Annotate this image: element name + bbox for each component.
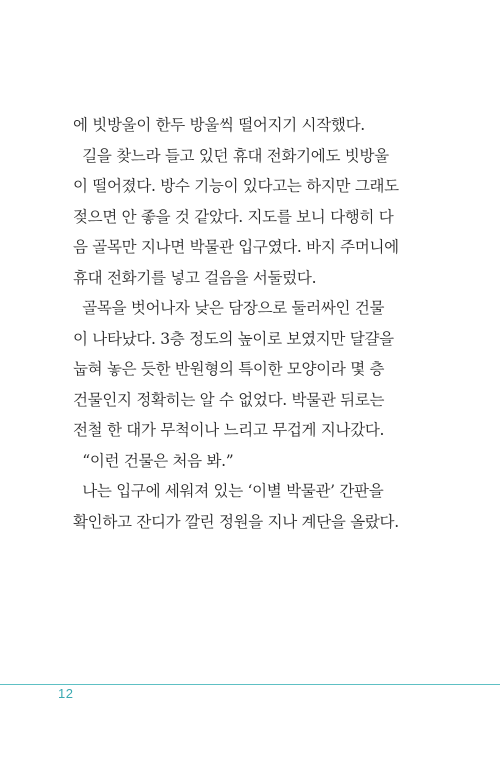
body-text: [73, 110, 433, 537]
text-line: 길을 찾느라 들고 있던 휴대 전화기에도 빗방울: [73, 146, 389, 165]
text-line: 젖으면 안 좋을 것 같았다. 지도를 보니 다행히 다: [73, 207, 394, 226]
text-line: 나는 입구에 세워져 있는 ‘이별 박물관’ 간판을: [73, 482, 384, 500]
text-line: 에 빗방울이 한두 방울씩 떨어지기 시작했다.: [73, 116, 365, 134]
footer-rule: [0, 684, 500, 685]
text-line: 음 골목만 지나면 박물관 입구였다. 바지 주머니에: [73, 238, 399, 256]
text-line: 휴대 전화기를 넣고 걸음을 서둘렀다.: [73, 268, 317, 287]
text-line: 건물인지 정확히는 알 수 없었다. 박물관 뒤로는: [73, 390, 385, 409]
text-line: 눕혀 놓은 듯한 반원형의 특이한 모양이라 몇 층: [73, 360, 385, 378]
text-line: 골목을 벗어나자 낮은 담장으로 둘러싸인 건물: [73, 299, 385, 317]
text-line: 이 나타났다. 3층 정도의 높이로 보였지만 달걀을: [73, 329, 394, 348]
text-line: 이 떨어졌다. 방수 기능이 있다고는 하지만 그래도: [73, 177, 399, 195]
text-line: 전철 한 대가 무척이나 느리고 무겁게 지나갔다.: [73, 421, 385, 439]
text-line: “이런 건물은 처음 봐.”: [73, 451, 234, 470]
text-line: 확인하고 잔디가 깔린 정원을 지나 계단을 올랐다.: [73, 512, 399, 531]
page-number: 12: [58, 686, 74, 701]
